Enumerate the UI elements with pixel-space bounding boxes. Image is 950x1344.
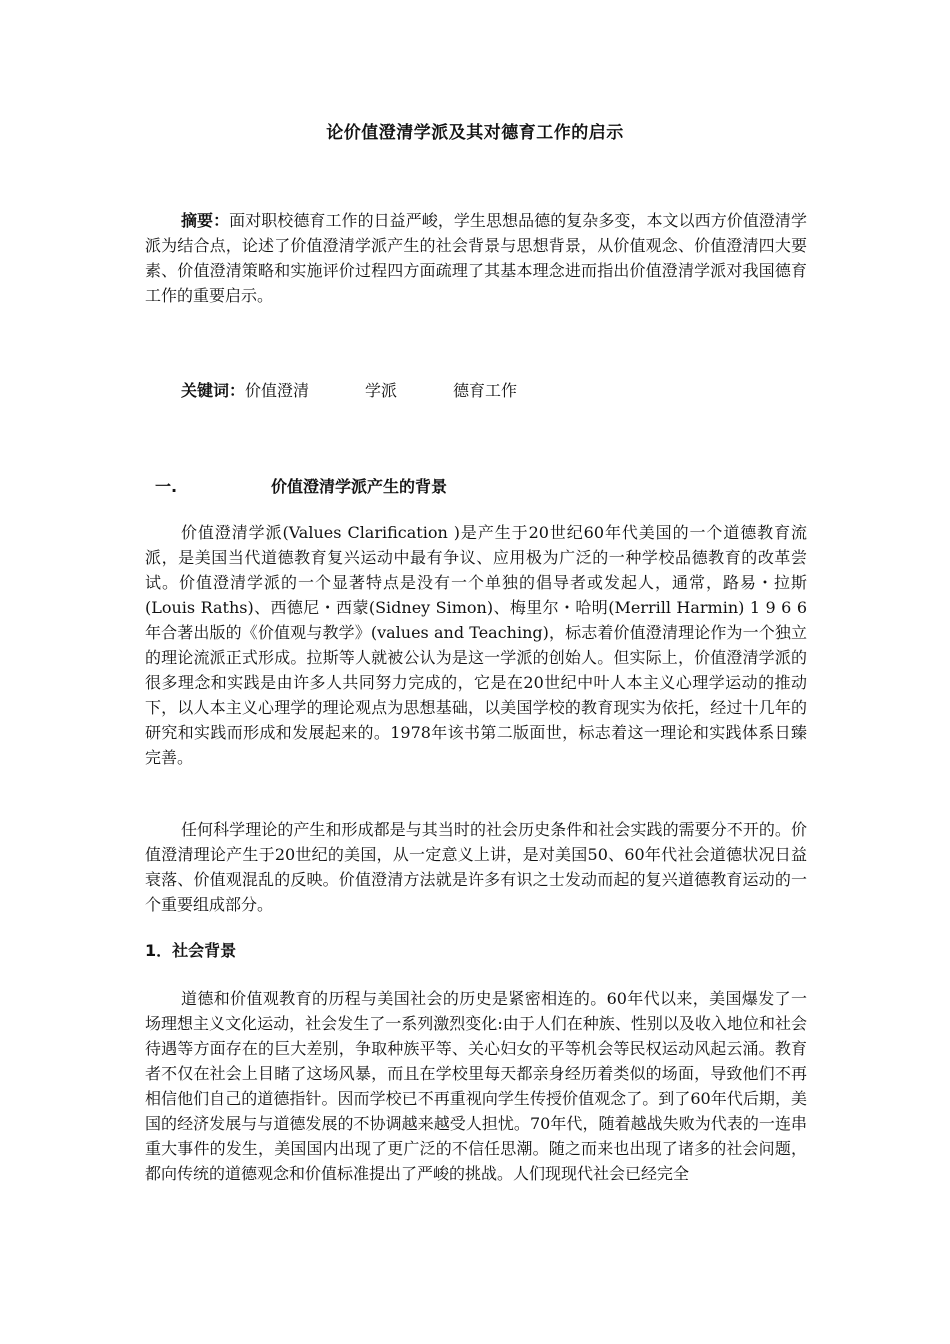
section-title: 价值澄清学派产生的背景 bbox=[271, 477, 448, 496]
body-paragraph: 任何科学理论的产生和形成都是与其当时的社会历史条件和社会实践的需要分不开的。价值澄清理论产生于20世纪的美国，从一定意义上讲，是对美国50、60年代社会道德状况日益衰落、价值观混乱的反映。价值澄清方法就是许多有识之士发动而起的复兴道德教育运动的一个重要组成部分。 bbox=[145, 820, 807, 914]
keywords-label: 关键词： bbox=[181, 381, 246, 400]
document-title: 论价值澄清学派及其对德育工作的启示 bbox=[326, 123, 624, 143]
abstract-text: 面对职校德育工作的日益严峻，学生思想品德的复杂多变，本文以西方价值澄清学派为结合点，论述了价值澄清学派产生的社会背景与思想背景，从价值观念、价值澄清四大要素、价值澄清策略和实施评价过程四方面疏理了其基本理念进而指出价值澄清学派对我国德育工作的重要启示。 bbox=[145, 211, 807, 305]
keyword-item: 学派 bbox=[365, 381, 398, 400]
keyword-item: 德育工作 bbox=[453, 381, 518, 400]
keyword-item: 价值澄清 bbox=[245, 381, 310, 400]
body-paragraph: 价值澄清学派(Values Clarification )是产生于20世纪60年代美国的一个道德教育流派，是美国当代道德教育复兴运动中最有争议、应用极为广泛的一种学校品德教育的改革尝试。价值澄清学派的一个显著特点是没有一个单独的倡导者或发起人，通常，路易・拉斯(Louis Raths)、西德尼・西蒙(Sidney Simon)、梅里尔・哈明(Merrill Harmin) 1 9 6 6年合著出版的《价值观与教学》(values and Teaching)，标志着价值澄清理论作为一个独立的理论流派正式形成。拉斯等人就被公认为是这一学派的创始人。但实际上，价值澄清学派的很多理念和实践是由许多人共同努力完成的，它是在20世纪中叶人本主义心理学运动的推动下，以人本主义心理学的理论观点为思想基础，以美国学校的教育现实为依托，经过十几年的研究和实践而形成和发展起来的。1978年该书第二版面世，标志着这一理论和实践体系日臻完善。 bbox=[145, 523, 807, 767]
section-number: 一. bbox=[155, 477, 178, 496]
subsection-heading: 1．社会背景 bbox=[145, 941, 237, 960]
keywords-line bbox=[181, 378, 517, 403]
abstract-label: 摘要： bbox=[181, 211, 230, 230]
abstract-paragraph bbox=[145, 208, 807, 308]
body-paragraph: 道德和价值观教育的历程与美国社会的历史是紧密相连的。60年代以来，美国爆发了一场理想主义文化运动，社会发生了一系列激烈变化:由于人们在种族、性别以及收入地位和社会待遇等方面存在的巨大差别，争取种族平等、关心妇女的平等机会等民权运动风起云涌。教育者不仅在社会上目睹了这场风暴，而且在学校里每天都亲身经历着类似的场面，导致他们不再相信他们自己的道德指针。因而学校已不再重视向学生传授价值观念了。到了60年代后期，美国的经济发展与与道德发展的不协调越来越受人担忧。70年代，随着越战失败为代表的一连串重大事件的发生，美国国内出现了更广泛的不信任思潮。随之而来也出现了诸多的社会问题，都向传统的道德观念和价值标准提出了严峻的挑战。人们现现代社会已经完全 bbox=[145, 989, 807, 1183]
section-heading bbox=[155, 474, 447, 497]
